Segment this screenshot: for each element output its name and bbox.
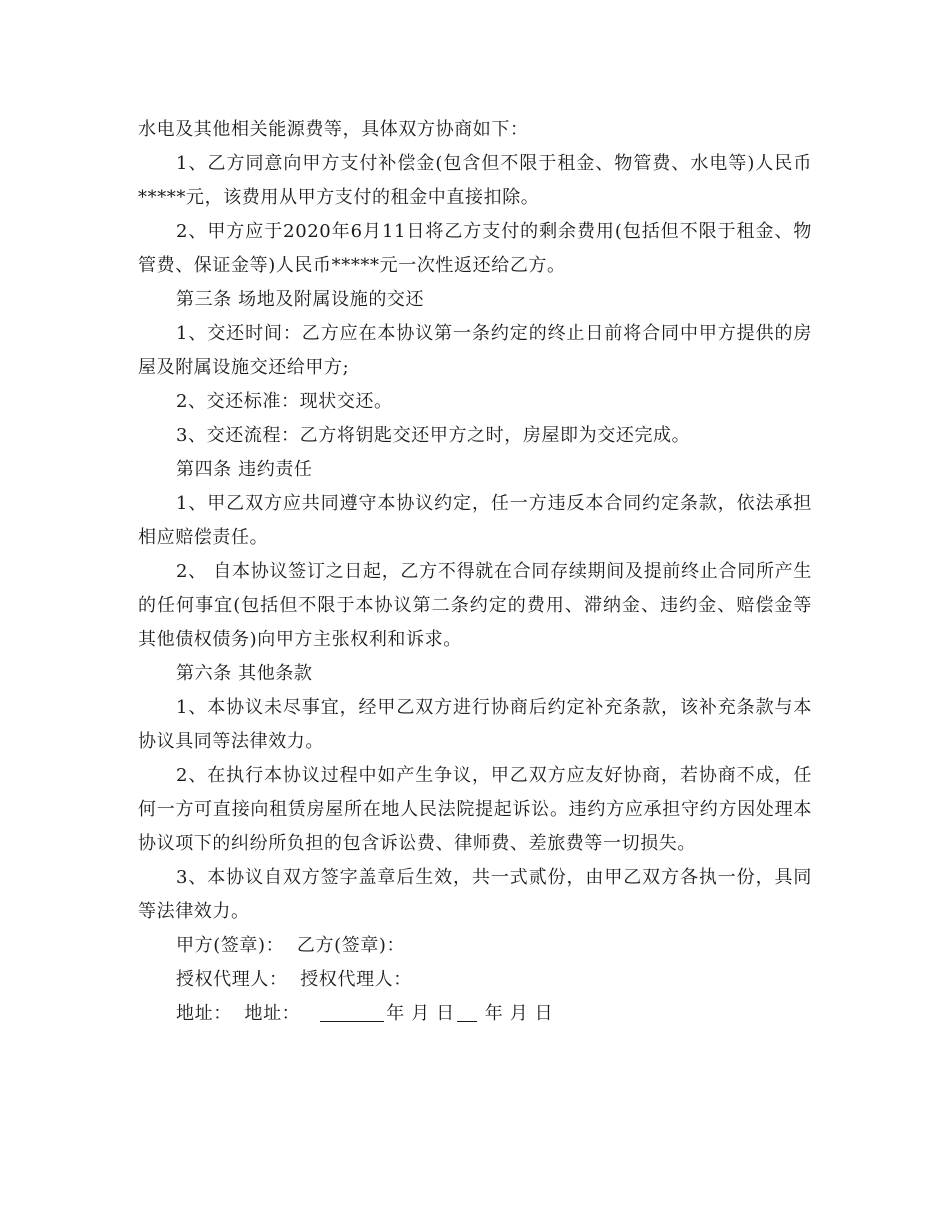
section-heading-article-3: 第三条 场地及附属设施的交还	[176, 289, 425, 310]
date-b-day: 日	[534, 1003, 554, 1024]
paragraph-clause-3-3: 3、交还流程：乙方将钥匙交还甲方之时，房屋即为交还完成。	[176, 425, 691, 446]
date-a-day: 日	[436, 1003, 455, 1024]
party-b-signature-label: 乙方(签章)：	[296, 935, 406, 956]
date-b-year: 年	[484, 1003, 504, 1024]
date-blank-b	[457, 1003, 477, 1022]
date-b-month: 月	[509, 1003, 529, 1024]
address-date-row	[138, 997, 812, 1031]
paragraph-clause-4-1: 1、甲乙双方应共同遵守本协议约定，任一方违反本合同约定条款，依法承担相应赔偿责任。	[138, 493, 812, 548]
date-a-year: 年	[386, 1003, 405, 1024]
party-b-address-label: 地址：	[244, 1003, 301, 1024]
agent-row	[138, 963, 812, 997]
date-a-month: 月	[411, 1003, 430, 1024]
paragraph-clause-3-2: 2、交还标准：现状交还。	[176, 391, 393, 412]
section-heading-article-6: 第六条 其他条款	[176, 663, 313, 684]
paragraph-clause-6-2: 2、在执行本协议过程中如产生争议，甲乙双方应友好协商，若协商不成，任何一方可直接向租赁房屋所在地人民法院提起诉讼。违约方应承担守约方因处理本协议项下的纠纷所负担的包含诉讼费、律师费、差旅费等一切损失。	[138, 765, 812, 854]
party-a-signature-label: 甲方(签章)：	[176, 935, 285, 956]
paragraph-clause-3-1: 1、交还时间：乙方应在本协议第一条约定的终止日前将合同中甲方提供的房屋及附属设施交还给甲方;	[138, 323, 812, 378]
party-a-address-label: 地址：	[176, 1003, 232, 1024]
party-b-agent-label: 授权代理人：	[300, 969, 412, 990]
paragraph-clause-6-3: 3、本协议自双方签字盖章后生效，共一式贰份，由甲乙双方各执一份，具同等法律效力。	[138, 867, 812, 922]
document-body	[138, 113, 812, 1031]
paragraph-clause-2-2: 2、甲方应于2020年6月11日将乙方支付的剩余费用(包括但不限于租金、物管费、保证金等)人民币*****元一次性返还给乙方。	[138, 221, 812, 276]
date-blank-a	[320, 1003, 384, 1022]
section-heading-article-4: 第四条 违约责任	[176, 459, 313, 480]
paragraph-clause-6-1: 1、本协议未尽事宜，经甲乙双方进行协商后约定补充条款，该补充条款与本协议具同等法律效力。	[138, 697, 812, 752]
signature-row	[138, 929, 812, 963]
party-a-agent-label: 授权代理人：	[176, 969, 288, 990]
paragraph-continuation: 水电及其他相关能源费等，具体双方协商如下：	[138, 119, 529, 140]
paragraph-clause-2-1: 1、乙方同意向甲方支付补偿金(包含但不限于租金、物管费、水电等)人民币*****元，该费用从甲方支付的租金中直接扣除。	[138, 153, 812, 208]
paragraph-clause-4-2: 2、 自本协议签订之日起，乙方不得就在合同存续期间及提前终止合同所产生的任何事宜(包括但不限于本协议第二条约定的费用、滞纳金、违约金、赔偿金等其他债权债务)向甲方主张权利和诉求。	[138, 561, 812, 650]
